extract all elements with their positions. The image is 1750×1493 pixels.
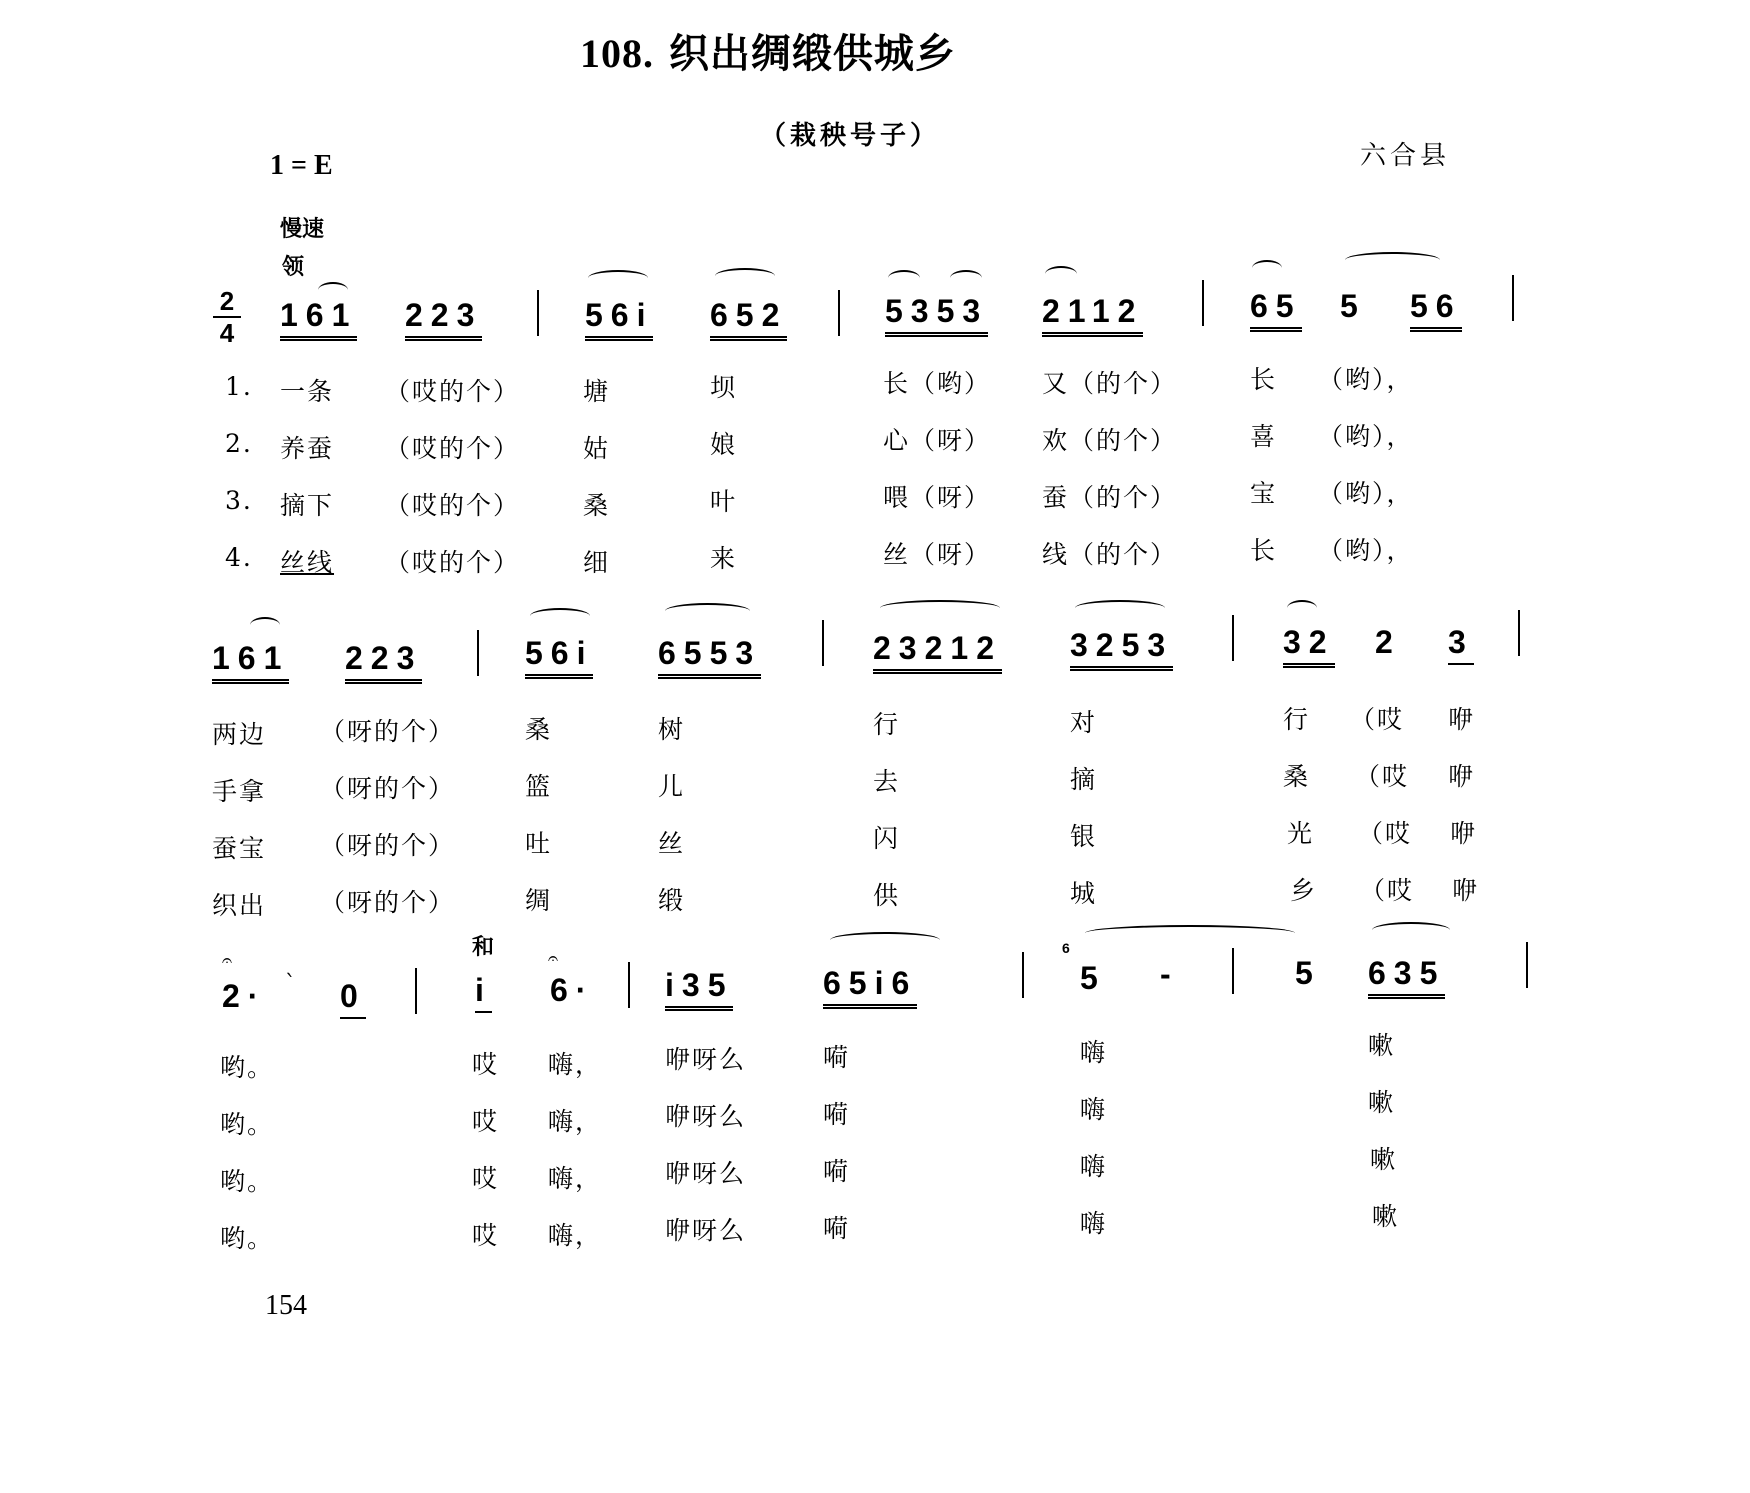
song-number: 108. [580,31,654,76]
lyric: 喜 [1250,422,1278,451]
barline [1232,948,1234,994]
lyric: 哎 [472,1164,500,1193]
lyric: 丝 [658,829,686,858]
slur [588,270,648,286]
lyric: 咿 [1450,819,1478,848]
lyric: 嗽 [1370,1145,1398,1174]
note-group: 56 [1410,288,1462,332]
note-group: 5353 [885,293,988,337]
part-harmony-label: 和 [472,934,495,960]
lyric: 两边 [212,720,267,749]
note: 5 [1295,955,1321,991]
lyric: 哎 [472,1050,500,1079]
barline [477,630,479,676]
time-signature [212,288,242,346]
lyric: 心（呀） [883,426,992,455]
barline [1526,942,1528,988]
fermata-icon: 𝄐 [222,950,233,971]
lyric: （哎 [1355,762,1410,791]
lyric: （呀的个） [320,774,456,803]
lyric: （哎 [1360,876,1415,905]
breath-mark-icon: ` [285,972,296,997]
lyric: 对 [1070,708,1098,737]
lyric: 银 [1070,822,1098,851]
note: 2 [1375,624,1401,660]
lyric: 欢（的个） [1042,426,1178,455]
lyric: 乡 [1290,876,1318,905]
lyric: 供 [873,881,901,910]
lyric: 嗬 [823,1157,851,1186]
lyric: （哎的个） [385,548,521,577]
note: 5 [1340,288,1366,324]
note: i [475,972,492,1013]
fermata-icon: 𝄐 [548,948,559,969]
lyric: 摘 [1070,765,1098,794]
barline [1512,275,1514,321]
note-group: 161 [280,297,357,341]
lyric: 长（哟） [883,369,992,398]
lyric: 咿呀么 [665,1159,747,1188]
slur [1252,260,1282,276]
barline [415,968,417,1014]
lyric: （呀的个） [320,717,456,746]
verse-number: 1. [225,372,253,401]
lyric: （呀的个） [320,831,456,860]
lyric: 闪 [873,824,901,853]
lyric: 丝线 [280,548,335,577]
barline [1518,610,1520,656]
lyric: 哎 [472,1221,500,1250]
note-group: 223 [345,640,422,684]
lyric: 丝（呀） [883,540,992,569]
lyric: 叶 [710,487,738,516]
lyric: 嗨， [548,1050,603,1079]
lyric: 嗬 [823,1043,851,1072]
lyric: 树 [658,715,686,744]
key-signature: 1 = E [270,150,333,181]
lyric: 桑 [583,491,611,520]
lyric: 坝 [710,373,738,402]
barline [1022,952,1024,998]
song-origin: 六合县 [1360,141,1451,171]
barline [628,962,630,1008]
lyric: 咿 [1452,876,1480,905]
note-group: 161 [212,640,289,684]
lyric: 桑 [525,715,553,744]
note-group: 652 [710,297,787,341]
note: 3 [1448,624,1474,665]
verse-number: 3. [225,486,253,515]
lyric: 喂（呀） [883,483,992,512]
time-sig-top: 2 [219,286,235,316]
note: 6· [550,972,595,1008]
lyric: （呀的个） [320,888,456,917]
lyric: 织出 [212,891,267,920]
lyric: （哟）， [1318,422,1414,451]
slur [1085,925,1295,941]
lyric: 吐 [525,829,553,858]
tempo-marking: 慢速 [280,216,325,242]
lyric: 行 [1283,705,1311,734]
slur [715,268,775,284]
lyric: （哟）， [1318,479,1414,508]
note-group: 3253 [1070,627,1173,671]
song-title [580,22,956,79]
lyric: 哟。 [220,1224,275,1253]
lyric: 养蚕 [280,434,335,463]
slur [830,932,940,948]
note-group: 23212 [873,630,1002,674]
lyric: 蚕宝 [212,834,267,863]
lyric: 手拿 [212,777,267,806]
time-sig-bottom: 4 [219,318,235,348]
barline [1232,615,1234,661]
barline [838,290,840,336]
lyric: 哟。 [220,1167,275,1196]
lyric: 又（的个） [1042,369,1178,398]
lyric: 塘 [583,377,611,406]
note-group: i35 [665,967,733,1011]
lyric: 宝 [1250,479,1278,508]
slur [880,600,1000,616]
note-group: 65i6 [823,965,917,1009]
note-group: 65 [1250,288,1302,332]
lyric: 哎 [472,1107,500,1136]
lyric: 嗨， [548,1221,603,1250]
lyric: 光 [1287,819,1315,848]
lyric: 嗽 [1368,1031,1396,1060]
lyric: 去 [873,767,901,796]
slur [1372,922,1450,938]
page-number: 154 [265,1290,307,1321]
song-title-text: 织出绸缎供城乡 [668,30,956,77]
lyric: （哎的个） [385,491,521,520]
lyric: 咿呀么 [665,1216,747,1245]
lyric: 嗽 [1372,1202,1400,1231]
lyric: 嗨 [1080,1209,1108,1238]
lyric: 嗬 [823,1100,851,1129]
note-group: 56i [585,297,653,341]
lyric: （哟）， [1318,536,1414,565]
lyric: 细 [583,548,611,577]
lyric: 城 [1070,879,1098,908]
barline [537,290,539,336]
lyric: 长 [1250,365,1278,394]
lyric: 咿呀么 [665,1102,747,1131]
note-group: 2112 [1042,293,1143,337]
lyric: 娘 [710,430,738,459]
lyric: 咿呀么 [665,1045,747,1074]
slur [1287,600,1317,616]
barline [1202,280,1204,326]
lyric: 蚕（的个） [1042,483,1178,512]
part-lead-label: 领 [282,254,305,280]
rest: 0 [340,978,366,1019]
lyric: 摘下 [280,491,335,520]
lyric: （哟）， [1318,365,1414,394]
lyric: 绸 [525,886,553,915]
lyric: 儿 [658,772,686,801]
note-extension: - [1160,956,1179,992]
note-group: 223 [405,297,482,341]
lyric: 嗽 [1368,1088,1396,1117]
grace-note: 6 [1062,940,1070,956]
lyric: 嗨， [548,1107,603,1136]
note: 2· [222,978,267,1014]
lyric: 一条 [280,377,335,406]
lyric: （哎 [1350,705,1405,734]
lyric: 咿 [1448,762,1476,791]
lyric: 缎 [658,886,686,915]
lyric: 长 [1250,536,1278,565]
note-group: 635 [1368,955,1445,999]
lyric: 哟。 [220,1053,275,1082]
lyric: （哎 [1358,819,1413,848]
lyric: 篮 [525,772,553,801]
verse-number: 2. [225,429,253,458]
lyric: 嗨 [1080,1152,1108,1181]
note-group: 56i [525,635,593,679]
lyric: 哟。 [220,1110,275,1139]
slur [318,282,348,298]
lyric: 嗨 [1080,1038,1108,1067]
lyric: 桑 [1283,762,1311,791]
verse-number: 4. [225,543,253,572]
slur [1075,600,1165,616]
lyric: 来 [710,544,738,573]
song-subtitle: （栽秧号子） [760,121,941,151]
slur [250,617,280,633]
barline [822,620,824,666]
note: 5 [1080,960,1106,996]
slur [888,270,920,286]
lyric: 线（的个） [1042,540,1178,569]
slur [1045,266,1077,282]
lyric: （哎的个） [385,434,521,463]
lyric: （哎的个） [385,377,521,406]
slur [530,608,590,624]
note-group: 6553 [658,635,761,679]
note-group: 32 [1283,624,1335,668]
lyric: 咿 [1448,705,1476,734]
lyric: 嗬 [823,1214,851,1243]
lyric: 姑 [583,434,611,463]
slur [1345,252,1440,268]
lyric: 嗨， [548,1164,603,1193]
lyric: 嗨 [1080,1095,1108,1124]
slur [665,603,750,619]
slur [950,270,982,286]
lyric: 行 [873,710,901,739]
